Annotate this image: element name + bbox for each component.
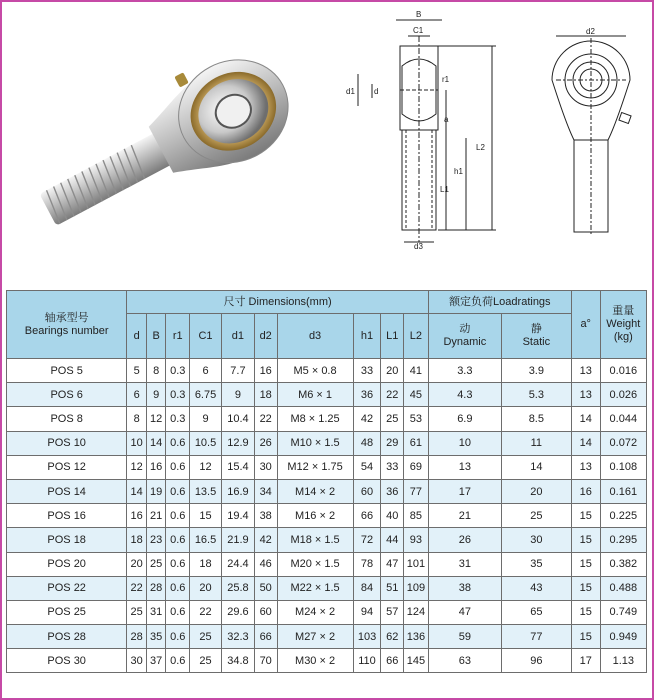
cell-weight: 1.13 [600, 649, 646, 673]
cell-weight: 0.295 [600, 528, 646, 552]
cell-dynamic: 13 [428, 455, 501, 479]
cell-B: 12 [146, 407, 166, 431]
cell-C1: 13.5 [190, 479, 222, 503]
cell-dynamic: 26 [428, 528, 501, 552]
table-row [7, 431, 647, 455]
cell-d1: 10.4 [221, 407, 254, 431]
cell-static: 3.9 [501, 359, 571, 383]
table-row [7, 576, 647, 600]
cell-d2: 30 [254, 455, 277, 479]
cell-r1: 0.6 [166, 455, 190, 479]
label-C1: C1 [413, 26, 424, 35]
cell-d: 16 [127, 504, 147, 528]
cell-L2: 124 [404, 600, 429, 624]
cell-model: POS 30 [7, 649, 127, 673]
cell-angle: 15 [571, 600, 600, 624]
cell-static: 43 [501, 576, 571, 600]
cell-d2: 22 [254, 407, 277, 431]
cell-d: 30 [127, 649, 147, 673]
col-d3: d3 [277, 314, 353, 359]
cell-static: 20 [501, 479, 571, 503]
cell-d: 10 [127, 431, 147, 455]
model-header [7, 291, 127, 359]
cell-d1: 34.8 [221, 649, 254, 673]
cell-B: 23 [146, 528, 166, 552]
cell-weight: 0.382 [600, 552, 646, 576]
weight-header [600, 291, 646, 359]
cell-B: 19 [146, 479, 166, 503]
cell-B: 9 [146, 383, 166, 407]
cell-L1: 36 [381, 479, 404, 503]
cell-dynamic: 4.3 [428, 383, 501, 407]
cell-dynamic: 59 [428, 625, 501, 649]
cell-d1: 12.9 [221, 431, 254, 455]
cell-weight: 0.072 [600, 431, 646, 455]
cell-L1: 62 [381, 625, 404, 649]
cell-model: POS 25 [7, 600, 127, 624]
static-cn: 静 [530, 323, 542, 335]
cell-L1: 29 [381, 431, 404, 455]
cell-L1: 44 [381, 528, 404, 552]
cell-static: 25 [501, 504, 571, 528]
cell-dynamic: 3.3 [428, 359, 501, 383]
cell-L2: 61 [404, 431, 429, 455]
rod-end-bearing-photo [10, 8, 310, 278]
cell-d: 28 [127, 625, 147, 649]
cell-d2: 50 [254, 576, 277, 600]
cell-L1: 47 [381, 552, 404, 576]
cell-static: 5.3 [501, 383, 571, 407]
col-C1: C1 [190, 314, 222, 359]
specification-table [6, 290, 647, 673]
cell-dynamic: 63 [428, 649, 501, 673]
cell-L1: 66 [381, 649, 404, 673]
label-r1: r1 [442, 75, 450, 84]
cell-B: 21 [146, 504, 166, 528]
cell-r1: 0.6 [166, 649, 190, 673]
cell-model: POS 12 [7, 455, 127, 479]
dynamic-cn: 动 [459, 323, 471, 335]
cell-weight: 0.026 [600, 383, 646, 407]
cell-d: 25 [127, 600, 147, 624]
cell-d1: 21.9 [221, 528, 254, 552]
cell-d1: 29.6 [221, 600, 254, 624]
cell-static: 30 [501, 528, 571, 552]
cell-static: 8.5 [501, 407, 571, 431]
angle-header: a° [571, 291, 600, 359]
cell-weight: 0.949 [600, 625, 646, 649]
col-r1: r1 [166, 314, 190, 359]
cell-angle: 15 [571, 576, 600, 600]
cell-static: 77 [501, 625, 571, 649]
cell-d: 12 [127, 455, 147, 479]
cell-d3: M18 × 1.5 [277, 528, 353, 552]
cell-h1: 78 [353, 552, 381, 576]
label-L2: L2 [476, 143, 485, 152]
cell-d: 8 [127, 407, 147, 431]
table-row [7, 649, 647, 673]
cell-d3: M14 × 2 [277, 479, 353, 503]
cell-L1: 33 [381, 455, 404, 479]
label-B: B [416, 10, 422, 19]
cell-L1: 40 [381, 504, 404, 528]
table-row [7, 552, 647, 576]
cell-d3: M22 × 1.5 [277, 576, 353, 600]
cell-weight: 0.749 [600, 600, 646, 624]
cell-B: 31 [146, 600, 166, 624]
cell-r1: 0.6 [166, 552, 190, 576]
cell-d3: M30 × 2 [277, 649, 353, 673]
cell-angle: 15 [571, 504, 600, 528]
cell-h1: 36 [353, 383, 381, 407]
cell-L2: 101 [404, 552, 429, 576]
cell-static: 11 [501, 431, 571, 455]
cell-B: 37 [146, 649, 166, 673]
cell-L2: 109 [404, 576, 429, 600]
weight-header-cn: 重量 [612, 305, 635, 317]
cell-angle: 16 [571, 479, 600, 503]
cell-r1: 0.6 [166, 504, 190, 528]
cell-angle: 14 [571, 407, 600, 431]
cell-L1: 25 [381, 407, 404, 431]
model-header-en: Bearings number [24, 324, 109, 337]
cell-r1: 0.3 [166, 407, 190, 431]
table-row [7, 625, 647, 649]
label-L1: L1 [440, 185, 449, 194]
cell-L1: 22 [381, 383, 404, 407]
model-header-cn: 轴承型号 [44, 311, 89, 324]
cell-h1: 72 [353, 528, 381, 552]
cell-d2: 18 [254, 383, 277, 407]
cell-C1: 15 [190, 504, 222, 528]
cell-model: POS 28 [7, 625, 127, 649]
cell-h1: 54 [353, 455, 381, 479]
cell-h1: 42 [353, 407, 381, 431]
cell-r1: 0.6 [166, 576, 190, 600]
cell-angle: 17 [571, 649, 600, 673]
cell-weight: 0.016 [600, 359, 646, 383]
cell-weight: 0.488 [600, 576, 646, 600]
cell-d: 6 [127, 383, 147, 407]
cell-L2: 69 [404, 455, 429, 479]
col-L2: L2 [404, 314, 429, 359]
col-d: d [127, 314, 147, 359]
cell-L2: 85 [404, 504, 429, 528]
cell-h1: 48 [353, 431, 381, 455]
cell-h1: 103 [353, 625, 381, 649]
front-view-drawing [536, 24, 646, 240]
cell-model: POS 20 [7, 552, 127, 576]
dimensions-header: 尺寸 Dimensions(mm) [127, 291, 428, 314]
cell-L2: 136 [404, 625, 429, 649]
cell-model: POS 14 [7, 479, 127, 503]
col-dynamic [428, 314, 501, 359]
cell-angle: 15 [571, 528, 600, 552]
cell-d3: M10 × 1.5 [277, 431, 353, 455]
cell-weight: 0.044 [600, 407, 646, 431]
table-row [7, 479, 647, 503]
cell-d3: M16 × 2 [277, 504, 353, 528]
cell-static: 65 [501, 600, 571, 624]
label-d2: d2 [586, 27, 595, 36]
cell-dynamic: 17 [428, 479, 501, 503]
cell-d2: 46 [254, 552, 277, 576]
side-section-drawing [336, 6, 506, 250]
cell-d2: 60 [254, 600, 277, 624]
cell-model: POS 16 [7, 504, 127, 528]
cell-d1: 32.3 [221, 625, 254, 649]
loadratings-header: 额定负荷Loadratings [428, 291, 571, 314]
cell-weight: 0.161 [600, 479, 646, 503]
cell-weight: 0.225 [600, 504, 646, 528]
cell-d3: M6 × 1 [277, 383, 353, 407]
col-L1: L1 [381, 314, 404, 359]
cell-C1: 20 [190, 576, 222, 600]
label-d3: d3 [414, 242, 423, 250]
cell-r1: 0.6 [166, 528, 190, 552]
cell-B: 14 [146, 431, 166, 455]
cell-model: POS 5 [7, 359, 127, 383]
cell-d2: 42 [254, 528, 277, 552]
cell-C1: 9 [190, 407, 222, 431]
cell-C1: 12 [190, 455, 222, 479]
cell-angle: 13 [571, 455, 600, 479]
cell-B: 25 [146, 552, 166, 576]
cell-d3: M12 × 1.75 [277, 455, 353, 479]
cell-d2: 66 [254, 625, 277, 649]
table-row [7, 455, 647, 479]
cell-r1: 0.3 [166, 383, 190, 407]
cell-dynamic: 31 [428, 552, 501, 576]
cell-d1: 9 [221, 383, 254, 407]
weight-header-en: Weight [606, 318, 641, 330]
cell-model: POS 10 [7, 431, 127, 455]
cell-C1: 10.5 [190, 431, 222, 455]
label-d1: d1 [346, 87, 355, 96]
table-row [7, 528, 647, 552]
cell-d: 22 [127, 576, 147, 600]
cell-model: POS 22 [7, 576, 127, 600]
cell-angle: 13 [571, 359, 600, 383]
table-row [7, 383, 647, 407]
cell-C1: 22 [190, 600, 222, 624]
cell-C1: 16.5 [190, 528, 222, 552]
cell-h1: 110 [353, 649, 381, 673]
cell-L2: 41 [404, 359, 429, 383]
cell-d1: 15.4 [221, 455, 254, 479]
cell-angle: 13 [571, 383, 600, 407]
cell-L2: 45 [404, 383, 429, 407]
table-body [7, 359, 647, 673]
cell-dynamic: 47 [428, 600, 501, 624]
table-row [7, 407, 647, 431]
cell-d: 14 [127, 479, 147, 503]
cell-h1: 84 [353, 576, 381, 600]
cell-model: POS 6 [7, 383, 127, 407]
cell-d2: 26 [254, 431, 277, 455]
cell-L2: 93 [404, 528, 429, 552]
cell-dynamic: 38 [428, 576, 501, 600]
cell-r1: 0.6 [166, 600, 190, 624]
cell-r1: 0.3 [166, 359, 190, 383]
col-static [501, 314, 571, 359]
cell-dynamic: 6.9 [428, 407, 501, 431]
cell-B: 16 [146, 455, 166, 479]
cell-model: POS 18 [7, 528, 127, 552]
cell-d1: 19.4 [221, 504, 254, 528]
cell-r1: 0.6 [166, 431, 190, 455]
table-row [7, 504, 647, 528]
col-d1: d1 [221, 314, 254, 359]
cell-C1: 25 [190, 625, 222, 649]
label-h1: h1 [454, 167, 463, 176]
cell-L2: 53 [404, 407, 429, 431]
cell-d1: 24.4 [221, 552, 254, 576]
cell-d: 18 [127, 528, 147, 552]
weight-header-unit: (kg) [613, 331, 633, 343]
cell-static: 14 [501, 455, 571, 479]
cell-d2: 16 [254, 359, 277, 383]
col-B: B [146, 314, 166, 359]
cell-d3: M8 × 1.25 [277, 407, 353, 431]
cell-dynamic: 21 [428, 504, 501, 528]
cell-static: 35 [501, 552, 571, 576]
cell-d1: 16.9 [221, 479, 254, 503]
cell-B: 28 [146, 576, 166, 600]
cell-d3: M20 × 1.5 [277, 552, 353, 576]
cell-d3: M5 × 0.8 [277, 359, 353, 383]
static-en: Static [522, 336, 551, 348]
cell-C1: 25 [190, 649, 222, 673]
col-d2: d2 [254, 314, 277, 359]
cell-L1: 51 [381, 576, 404, 600]
cell-weight: 0.108 [600, 455, 646, 479]
cell-angle: 15 [571, 552, 600, 576]
cell-r1: 0.6 [166, 625, 190, 649]
cell-B: 8 [146, 359, 166, 383]
cell-r1: 0.6 [166, 479, 190, 503]
cell-model: POS 8 [7, 407, 127, 431]
cell-d2: 70 [254, 649, 277, 673]
cell-d3: M27 × 2 [277, 625, 353, 649]
cell-C1: 18 [190, 552, 222, 576]
table-row [7, 359, 647, 383]
cell-L2: 77 [404, 479, 429, 503]
cell-C1: 6.75 [190, 383, 222, 407]
cell-d1: 7.7 [221, 359, 254, 383]
label-d: d [374, 87, 379, 96]
cell-d: 5 [127, 359, 147, 383]
cell-L1: 20 [381, 359, 404, 383]
cell-h1: 94 [353, 600, 381, 624]
cell-B: 35 [146, 625, 166, 649]
col-h1: h1 [353, 314, 381, 359]
cell-h1: 66 [353, 504, 381, 528]
cell-angle: 15 [571, 625, 600, 649]
cell-h1: 33 [353, 359, 381, 383]
cell-d2: 38 [254, 504, 277, 528]
cell-dynamic: 10 [428, 431, 501, 455]
cell-d1: 25.8 [221, 576, 254, 600]
cell-d3: M24 × 2 [277, 600, 353, 624]
cell-static: 96 [501, 649, 571, 673]
cell-d2: 34 [254, 479, 277, 503]
cell-d: 20 [127, 552, 147, 576]
cell-L1: 57 [381, 600, 404, 624]
cell-h1: 60 [353, 479, 381, 503]
label-a: a [444, 115, 449, 124]
table-row [7, 600, 647, 624]
cell-angle: 14 [571, 431, 600, 455]
cell-L2: 145 [404, 649, 429, 673]
dynamic-en: Dynamic [443, 336, 487, 348]
cell-C1: 6 [190, 359, 222, 383]
